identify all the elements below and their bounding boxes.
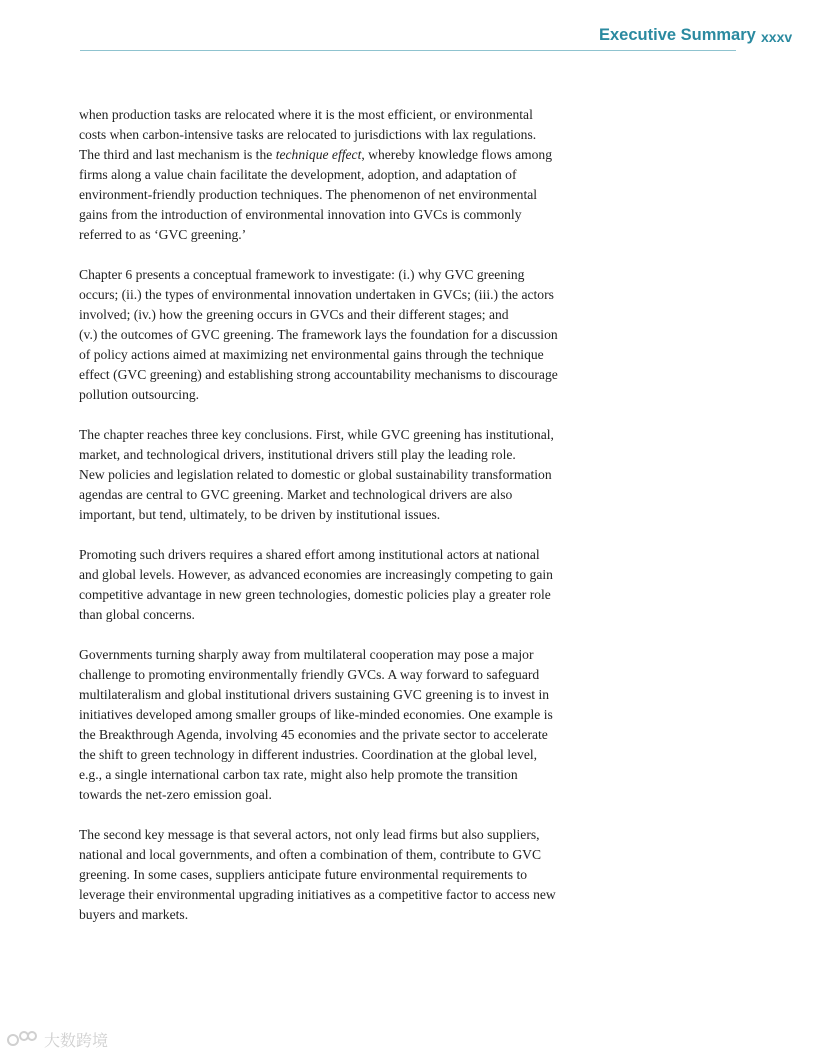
text-line: agendas are central to GVC greening. Market and technological drivers are also	[79, 487, 513, 502]
header-divider	[80, 50, 736, 51]
text-line: the Breakthrough Agenda, involving 45 economies and the private sector to accelerate	[79, 727, 548, 742]
text-line: when production tasks are relocated where it is the most efficient, or environmental	[79, 107, 533, 122]
text-line: gains from the introduction of environmental innovation into GVCs is commonly	[79, 207, 522, 222]
paragraph-5	[79, 645, 619, 805]
text-line	[79, 145, 619, 165]
text-line: New policies and legislation related to domestic or global sustainability transformation	[79, 467, 552, 482]
text-line: firms along a value chain facilitate the development, adoption, and adaptation of	[79, 167, 517, 182]
text-line: effect (GVC greening) and establishing strong accountability mechanisms to discourage	[79, 367, 558, 382]
text-line: leverage their environmental upgrading initiatives as a competitive factor to access new	[79, 887, 556, 902]
text-line: involved; (iv.) how the greening occurs in GVCs and their different stages; and	[79, 307, 509, 322]
paragraph-1	[79, 105, 619, 245]
text-line: towards the net-zero emission goal.	[79, 787, 272, 802]
body-text	[79, 105, 619, 945]
text-line: Promoting such drivers requires a shared effort among institutional actors at national	[79, 547, 540, 562]
text-line: and global levels. However, as advanced economies are increasingly competing to gain	[79, 567, 553, 582]
watermark-text: 大数跨境	[44, 1031, 109, 1050]
text-line: The second key message is that several actors, not only lead firms but also suppliers,	[79, 827, 540, 842]
paragraph-6	[79, 825, 619, 925]
text-line: than global concerns.	[79, 607, 195, 622]
text-line: important, but tend, ultimately, to be driven by institutional issues.	[79, 507, 441, 522]
text-line: costs when carbon-intensive tasks are relocated to jurisdictions with lax regulations.	[79, 127, 537, 142]
text-line: (v.) the outcomes of GVC greening. The framework lays the foundation for a discussion	[79, 327, 558, 342]
text-line: challenge to promoting environmentally friendly GVCs. A way forward to safeguard	[79, 667, 540, 682]
paragraph-4	[79, 545, 619, 625]
text-line: pollution outsourcing.	[79, 387, 200, 402]
text-line: referred to as ‘GVC greening.’	[79, 227, 247, 242]
text-line: environment-friendly production techniques. The phenomenon of net environmental	[79, 187, 538, 202]
paragraph-2	[79, 265, 619, 405]
text-line: buyers and markets.	[79, 907, 189, 922]
text-line: competitive advantage in new green technologies, domestic policies play a greater role	[79, 587, 551, 602]
italic-term: technique effect	[275, 147, 362, 162]
text-line: The chapter reaches three key conclusions. First, while GVC greening has institutional,	[79, 427, 554, 442]
page-number: xxxv	[761, 29, 793, 45]
watermark	[6, 1028, 108, 1051]
text-line: e.g., a single international carbon tax rate, might also help promote the transition	[79, 767, 518, 782]
text-line: Chapter 6 presents a conceptual framework to investigate: (i.) why GVC greening	[79, 267, 525, 282]
text-line: initiatives developed among smaller groups of like-minded economies. One example is	[79, 707, 553, 722]
text-line: greening. In some cases, suppliers anticipate future environmental requirements to	[79, 867, 528, 882]
watermark-logo-icon	[6, 1029, 40, 1051]
text-line: Governments turning sharply away from multilateral cooperation may pose a major	[79, 647, 534, 662]
text-line: of policy actions aimed at maximizing net environmental gains through the technique	[79, 347, 544, 362]
text-fragment: , whereby knowledge flows among	[361, 147, 553, 162]
running-header-title: Executive Summary	[599, 26, 756, 44]
text-fragment: The third and last mechanism is the	[79, 147, 276, 162]
text-line: occurs; (ii.) the types of environmental innovation undertaken in GVCs; (iii.) the actors	[79, 287, 554, 302]
text-line: the shift to green technology in different industries. Coordination at the global level,	[79, 747, 538, 762]
paragraph-3	[79, 425, 619, 525]
text-line: national and local governments, and often a combination of them, contribute to GVC	[79, 847, 542, 862]
text-line: market, and technological drivers, institutional drivers still play the leading role.	[79, 447, 516, 462]
text-line: multilateralism and global institutional drivers sustaining GVC greening is to invest in	[79, 687, 550, 702]
